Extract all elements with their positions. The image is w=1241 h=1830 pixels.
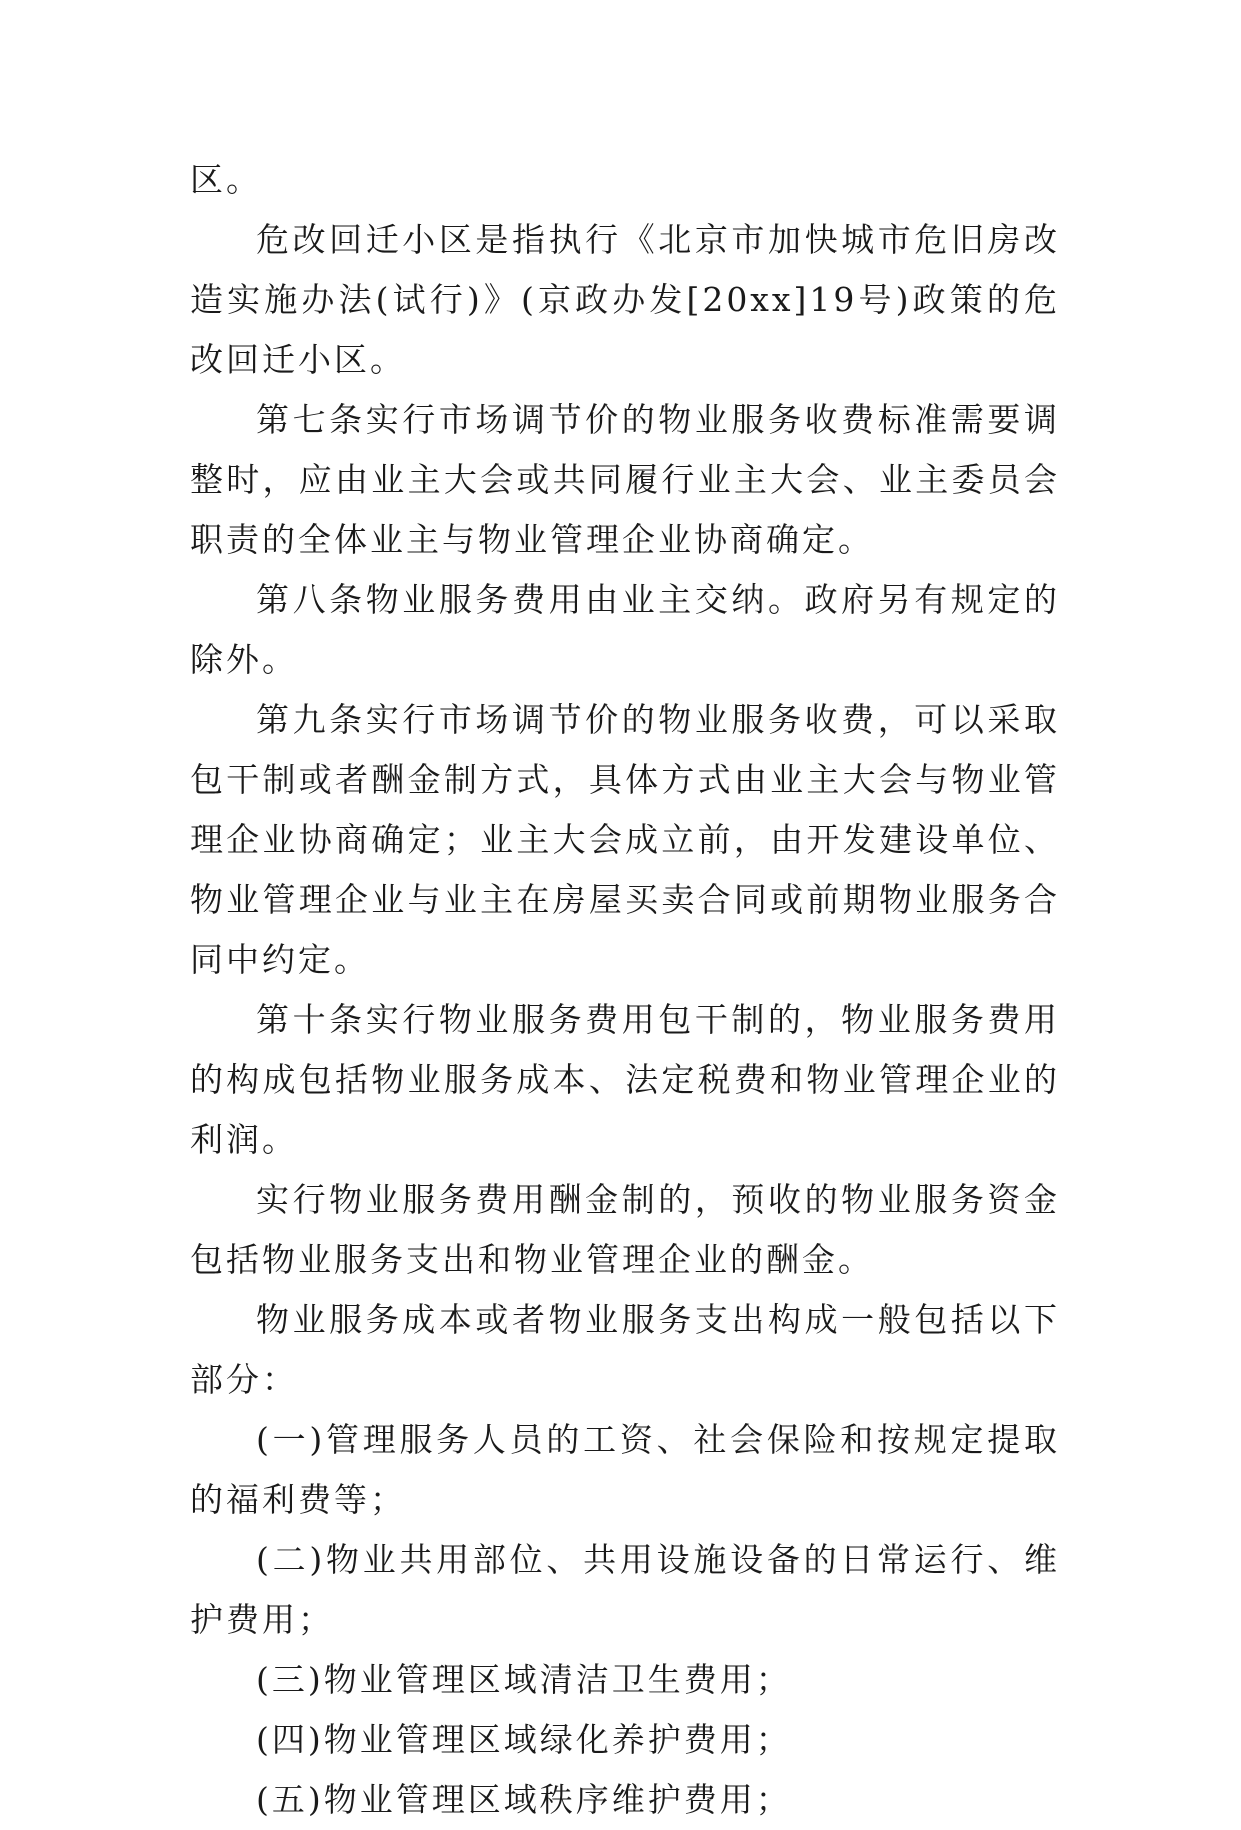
list-item: (二)物业共用部位、共用设施设备的日常运行、维护费用； <box>190 1540 1060 1639</box>
list-item: (四)物业管理区域绿化养护费用； <box>256 1720 792 1759</box>
paragraph: 第八条物业服务费用由业主交纳。政府另有规定的除外。 <box>190 580 1060 679</box>
paragraph: 区。 <box>190 160 262 199</box>
paragraph: 第七条实行市场调节价的物业服务收费标准需要调整时，应由业主大会或共同履行业主大会、业主委员会职责的全体业主与物业管理企业协商确定。 <box>190 400 1060 559</box>
document-page <box>190 150 1060 1830</box>
list-item: (一)管理服务人员的工资、社会保险和按规定提取的福利费等； <box>190 1420 1060 1519</box>
paragraph: 第九条实行市场调节价的物业服务收费，可以采取包干制或者酬金制方式，具体方式由业主大会与物业管理企业协商确定；业主大会成立前，由开发建设单位、物业管理企业与业主在房屋买卖合同或前期物业服务合同中约定。 <box>190 700 1060 979</box>
list-item: (五)物业管理区域秩序维护费用； <box>256 1780 792 1819</box>
paragraph: 物业服务成本或者物业服务支出构成一般包括以下部分： <box>190 1300 1060 1399</box>
paragraph: 危改回迁小区是指执行《北京市加快城市危旧房改造实施办法(试行)》(京政办发[20xx]19号)政策的危改回迁小区。 <box>190 220 1060 379</box>
paragraph: 实行物业服务费用酬金制的，预收的物业服务资金包括物业服务支出和物业管理企业的酬金。 <box>190 1180 1060 1279</box>
list-item: (三)物业管理区域清洁卫生费用； <box>256 1660 792 1699</box>
paragraph: 第十条实行物业服务费用包干制的，物业服务费用的构成包括物业服务成本、法定税费和物业管理企业的利润。 <box>190 1000 1060 1159</box>
